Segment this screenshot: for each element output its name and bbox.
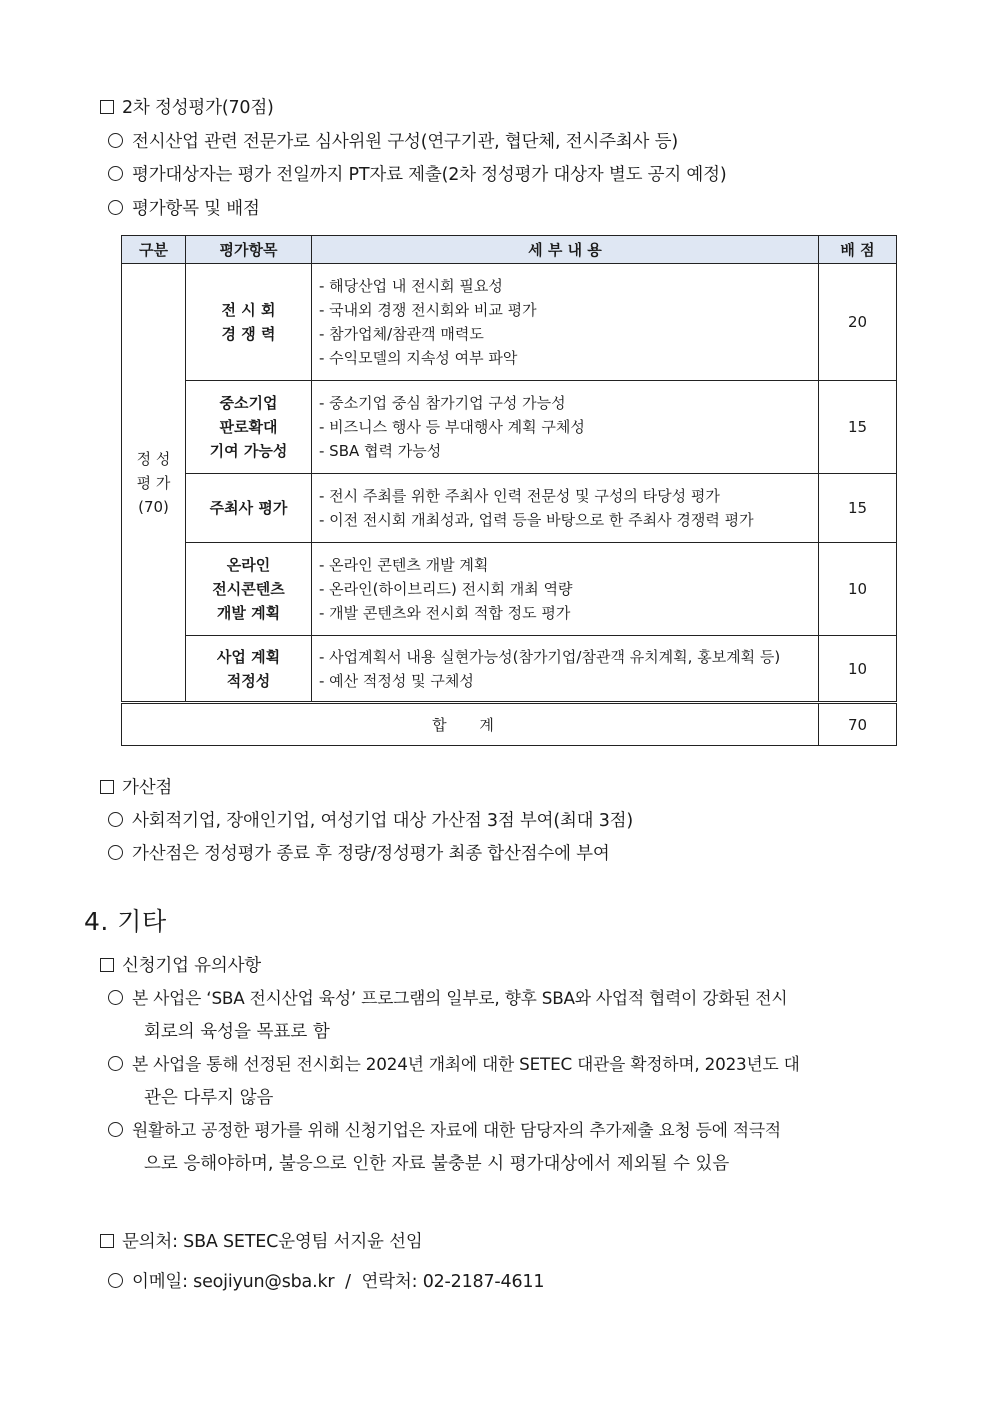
header-score: 배 점 — [819, 236, 897, 264]
contact-heading: 문의처: SBA SETEC운영팀 서지윤 선임 — [100, 1228, 423, 1253]
total-label: 합 계 — [122, 703, 819, 746]
contact-line: 이메일: seojiyun@sba.kr / 연락처: 02-2187-4611 — [108, 1268, 544, 1293]
total-score: 70 — [819, 703, 897, 746]
bonus-bullet: 가산점은 정성평가 종료 후 정량/정성평가 최종 합산점수에 부여 — [108, 840, 610, 865]
qual-eval-bullet: 평가대상자는 평가 전일까지 PT자료 제출(2차 정성평가 대상자 별도 공지 예정) — [108, 161, 726, 186]
table-row — [122, 543, 897, 636]
table-row — [122, 264, 897, 381]
notice-heading: 신청기업 유의사항 — [100, 952, 261, 977]
score-cell: 15 — [819, 474, 897, 543]
notice-bullet: 원활하고 공정한 평가를 위해 신청기업은 자료에 대한 담당자의 추가제출 요청 등에 적극적 — [108, 1117, 781, 1141]
circle-bullet-icon — [108, 1273, 123, 1288]
evaluation-table — [121, 235, 897, 746]
table-row — [122, 381, 897, 474]
item-cell: 사업 계획 적정성 — [186, 636, 312, 703]
detail-cell: - 중소기업 중심 참가기업 구성 가능성 - 비즈니스 행사 등 부대행사 계획 구체성 - SBA 협력 가능성 — [312, 381, 819, 474]
circle-bullet-icon — [108, 1056, 123, 1071]
section-title: 4. 기타 — [84, 907, 167, 936]
detail-cell: - 온라인 콘텐츠 개발 계획 - 온라인(하이브리드) 전시회 개최 역량 - 개발 콘텐츠와 전시회 적합 정도 평가 — [312, 543, 819, 636]
notice-bullet-continuation: 회로의 육성을 목표로 함 — [144, 1022, 330, 1042]
table-row — [122, 474, 897, 543]
item-cell: 주최사 평가 — [186, 474, 312, 543]
qual-eval-bullet: 전시산업 관련 전문가로 심사위원 구성(연구기관, 협단체, 전시주최사 등) — [108, 128, 678, 153]
bonus-bullet: 사회적기업, 장애인기업, 여성기업 대상 가산점 3점 부여(최대 3점) — [108, 807, 633, 832]
item-cell: 온라인 전시콘텐츠 개발 계획 — [186, 543, 312, 636]
circle-bullet-icon — [108, 1122, 123, 1137]
table-row — [122, 636, 897, 703]
score-cell: 15 — [819, 381, 897, 474]
circle-bullet-icon — [108, 133, 123, 148]
circle-bullet-icon — [108, 812, 123, 827]
square-bullet-icon — [100, 1234, 114, 1248]
circle-bullet-icon — [108, 845, 123, 860]
qual-eval-bullet: 평가항목 및 배점 — [108, 195, 260, 220]
square-bullet-icon — [100, 780, 114, 794]
total-row — [122, 703, 897, 746]
item-cell: 중소기업 판로확대 기여 가능성 — [186, 381, 312, 474]
qual-eval-heading: 2차 정성평가(70점) — [100, 94, 274, 119]
notice-bullet-continuation: 으로 응해야하며, 불응으로 인한 자료 불충분 시 평가대상에서 제외될 수 있음 — [144, 1154, 730, 1174]
detail-cell: - 전시 주최를 위한 주최사 인력 전문성 및 구성의 타당성 평가 - 이전 전시회 개최성과, 업력 등을 바탕으로 한 주최사 경쟁력 평가 — [312, 474, 819, 543]
item-cell: 전 시 회 경 쟁 력 — [186, 264, 312, 381]
score-cell: 10 — [819, 543, 897, 636]
category-cell: 정 성 평 가 (70) — [122, 264, 186, 703]
square-bullet-icon — [100, 100, 114, 114]
header-detail: 세 부 내 용 — [312, 236, 819, 264]
score-cell: 20 — [819, 264, 897, 381]
score-cell: 10 — [819, 636, 897, 703]
circle-bullet-icon — [108, 990, 123, 1005]
notice-bullet: 본 사업을 통해 선정된 전시회는 2024년 개최에 대한 SETEC 대관을 확정하며, 2023년도 대 — [108, 1051, 800, 1075]
notice-bullet: 본 사업은 ‘SBA 전시산업 육성’ 프로그램의 일부로, 향후 SBA와 사업적 협력이 강화된 전시 — [108, 985, 787, 1009]
bonus-heading: 가산점 — [100, 774, 172, 799]
circle-bullet-icon — [108, 166, 123, 181]
detail-cell: - 사업계획서 내용 실현가능성(참가기업/참관객 유치계획, 홍보계획 등) - 예산 적정성 및 구체성 — [312, 636, 819, 703]
header-category: 구분 — [122, 236, 186, 264]
detail-cell: - 해당산업 내 전시회 필요성 - 국내외 경쟁 전시회와 비교 평가 - 참가업체/참관객 매력도 - 수익모델의 지속성 여부 파악 — [312, 264, 819, 381]
notice-bullet-continuation: 관은 다루지 않음 — [144, 1088, 274, 1108]
square-bullet-icon — [100, 958, 114, 972]
header-item: 평가항목 — [186, 236, 312, 264]
circle-bullet-icon — [108, 200, 123, 215]
table-header-row — [122, 236, 897, 264]
